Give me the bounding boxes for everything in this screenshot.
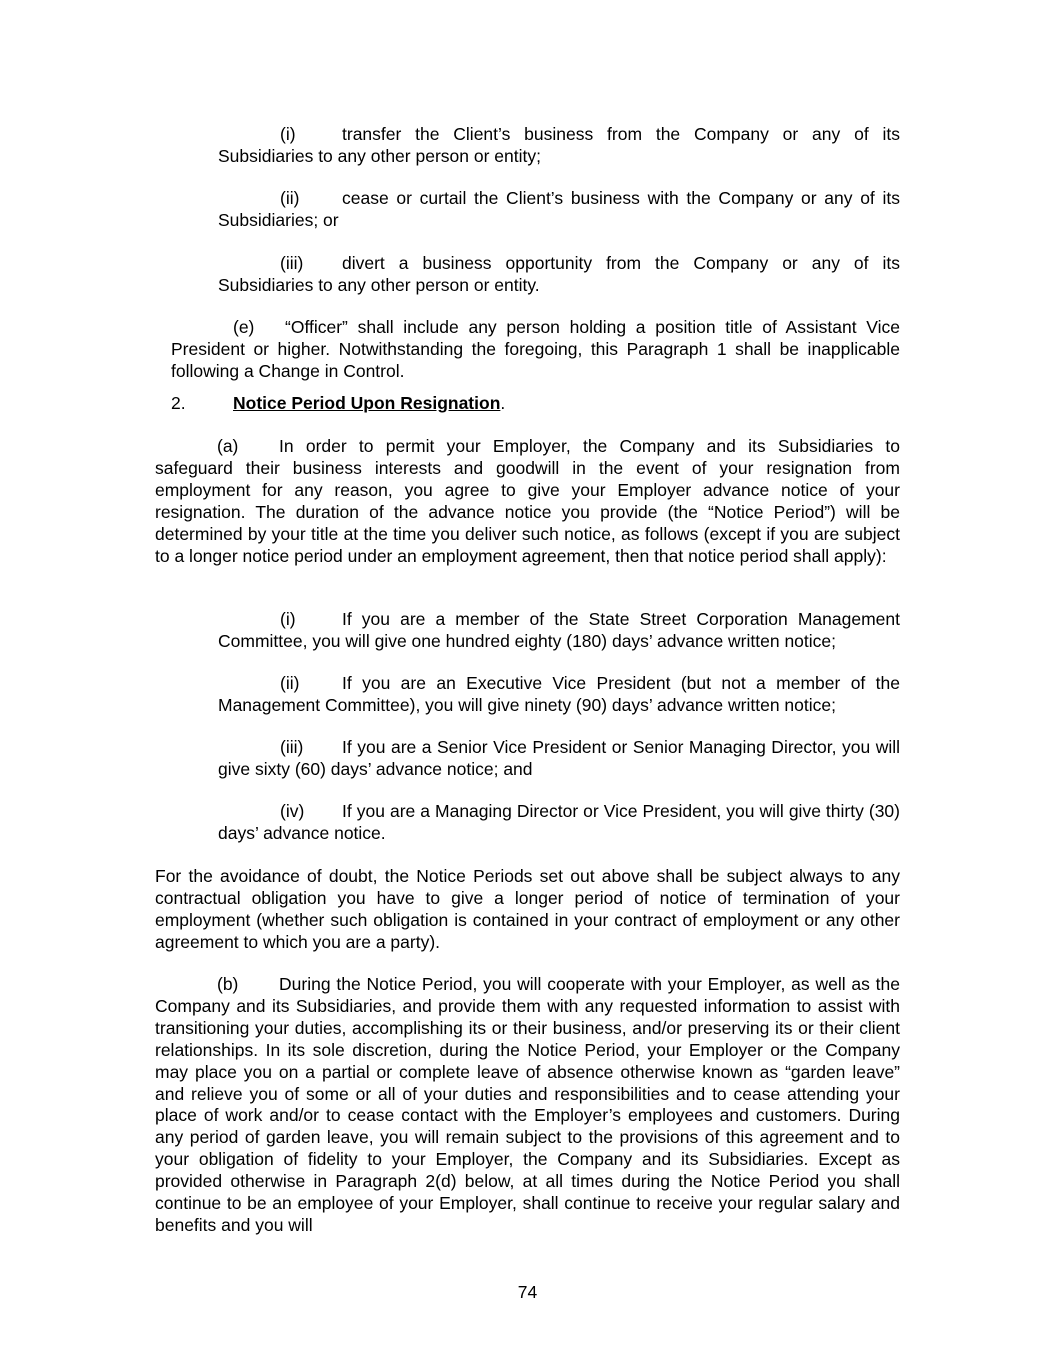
paragraph-e <box>171 317 900 383</box>
item-number: (iii) <box>280 253 304 273</box>
list-item <box>218 124 900 168</box>
paragraph-text: During the Notice Period, you will cooperate with your Employer, as well as the Company and its Subsidiaries, and provide them with any requested information to assist with transitioning your duties, accomplishing its or their business, and/or preserving its or their client relationships. In its sole discretion, during the Notice Period, your Employer or the Company may place you on a partial or complete leave of absence otherwise known as “garden leave” and relieve you of some or all of your duties and responsibilities and to cease attending your place of work and/or to cease contact with the Employer’s employees and customers. During any period of garden leave, you will remain subject to the provisions of this agreement and to your obligation of fidelity to your Employer, the Company and its Subsidiaries. Except as provided otherwise in Paragraph 2(d) below, at all times during the Notice Period you shall continue to be an employee of your Employer, shall continue to receive your regular salary and benefits and you will <box>155 974 900 1235</box>
list-item <box>218 673 900 717</box>
list-item <box>218 253 900 297</box>
paragraph-text: “Officer” shall include any person holding a position title of Assistant Vice President or higher. Notwithstanding the foregoing, this Paragraph 1 shall be inapplicable following a Change in Control. <box>171 317 900 381</box>
item-text: If you are an Executive Vice President (but not a member of the Management Committee), you will give ninety (90) days’ advance written notice; <box>218 673 900 715</box>
item-number: (iii) <box>280 737 304 757</box>
item-text: If you are a Senior Vice President or Senior Managing Director, you will give sixty (60) days’ advance notice; and <box>218 737 900 779</box>
item-text: transfer the Client’s business from the Company or any of its Subsidiaries to any other person or entity; <box>218 124 900 166</box>
paragraph-b <box>155 974 900 1237</box>
section-number: 2. <box>171 393 186 413</box>
item-text: If you are a Managing Director or Vice President, you will give thirty (30) days’ advance notice. <box>218 801 900 843</box>
section-title-suffix: . <box>500 393 506 413</box>
page-number: 74 <box>517 1282 538 1302</box>
paragraph-a <box>155 436 900 567</box>
item-text: cease or curtail the Client’s business with the Company or any of its Subsidiaries; or <box>218 188 900 230</box>
paragraph-text: For the avoidance of doubt, the Notice Periods set out above shall be subject always to any contractual obligation you have to give a longer period of notice of termination of your employment (whether such obligation is contained in your contract of employment or any other agreement to which you are a party). <box>155 866 900 952</box>
section-title: Notice Period Upon Resignation <box>233 393 501 413</box>
list-item <box>218 609 900 653</box>
paragraph-text: In order to permit your Employer, the Company and its Subsidiaries to safeguard their business interests and goodwill in the event of your resignation from employment for any reason, you agree to give your Employer advance notice of your resignation. The duration of the advance notice you provide (the “Notice Period”) will be determined by your title at the time you deliver such notice, as follows (except if you are subject to a longer notice period under an employment agreement, then that notice period shall apply): <box>155 436 900 566</box>
paragraph-number: (a) <box>217 436 239 456</box>
item-text: divert a business opportunity from the Company or any of its Subsidiaries to any other person or entity. <box>218 253 900 295</box>
item-text: If you are a member of the State Street Corporation Management Committee, you will give one hundred eighty (180) days’ advance written notice; <box>218 609 900 651</box>
paragraph-number: (e) <box>233 317 255 337</box>
item-number: (ii) <box>280 188 300 208</box>
list-item <box>218 737 900 781</box>
paragraph-number: (b) <box>217 974 239 994</box>
list-item <box>218 801 900 845</box>
item-number: (i) <box>280 124 296 144</box>
paragraph-avoidance <box>155 866 900 954</box>
item-number: (ii) <box>280 673 300 693</box>
item-number: (iv) <box>280 801 305 821</box>
item-number: (i) <box>280 609 296 629</box>
section-heading <box>171 393 900 415</box>
list-item <box>218 188 900 232</box>
